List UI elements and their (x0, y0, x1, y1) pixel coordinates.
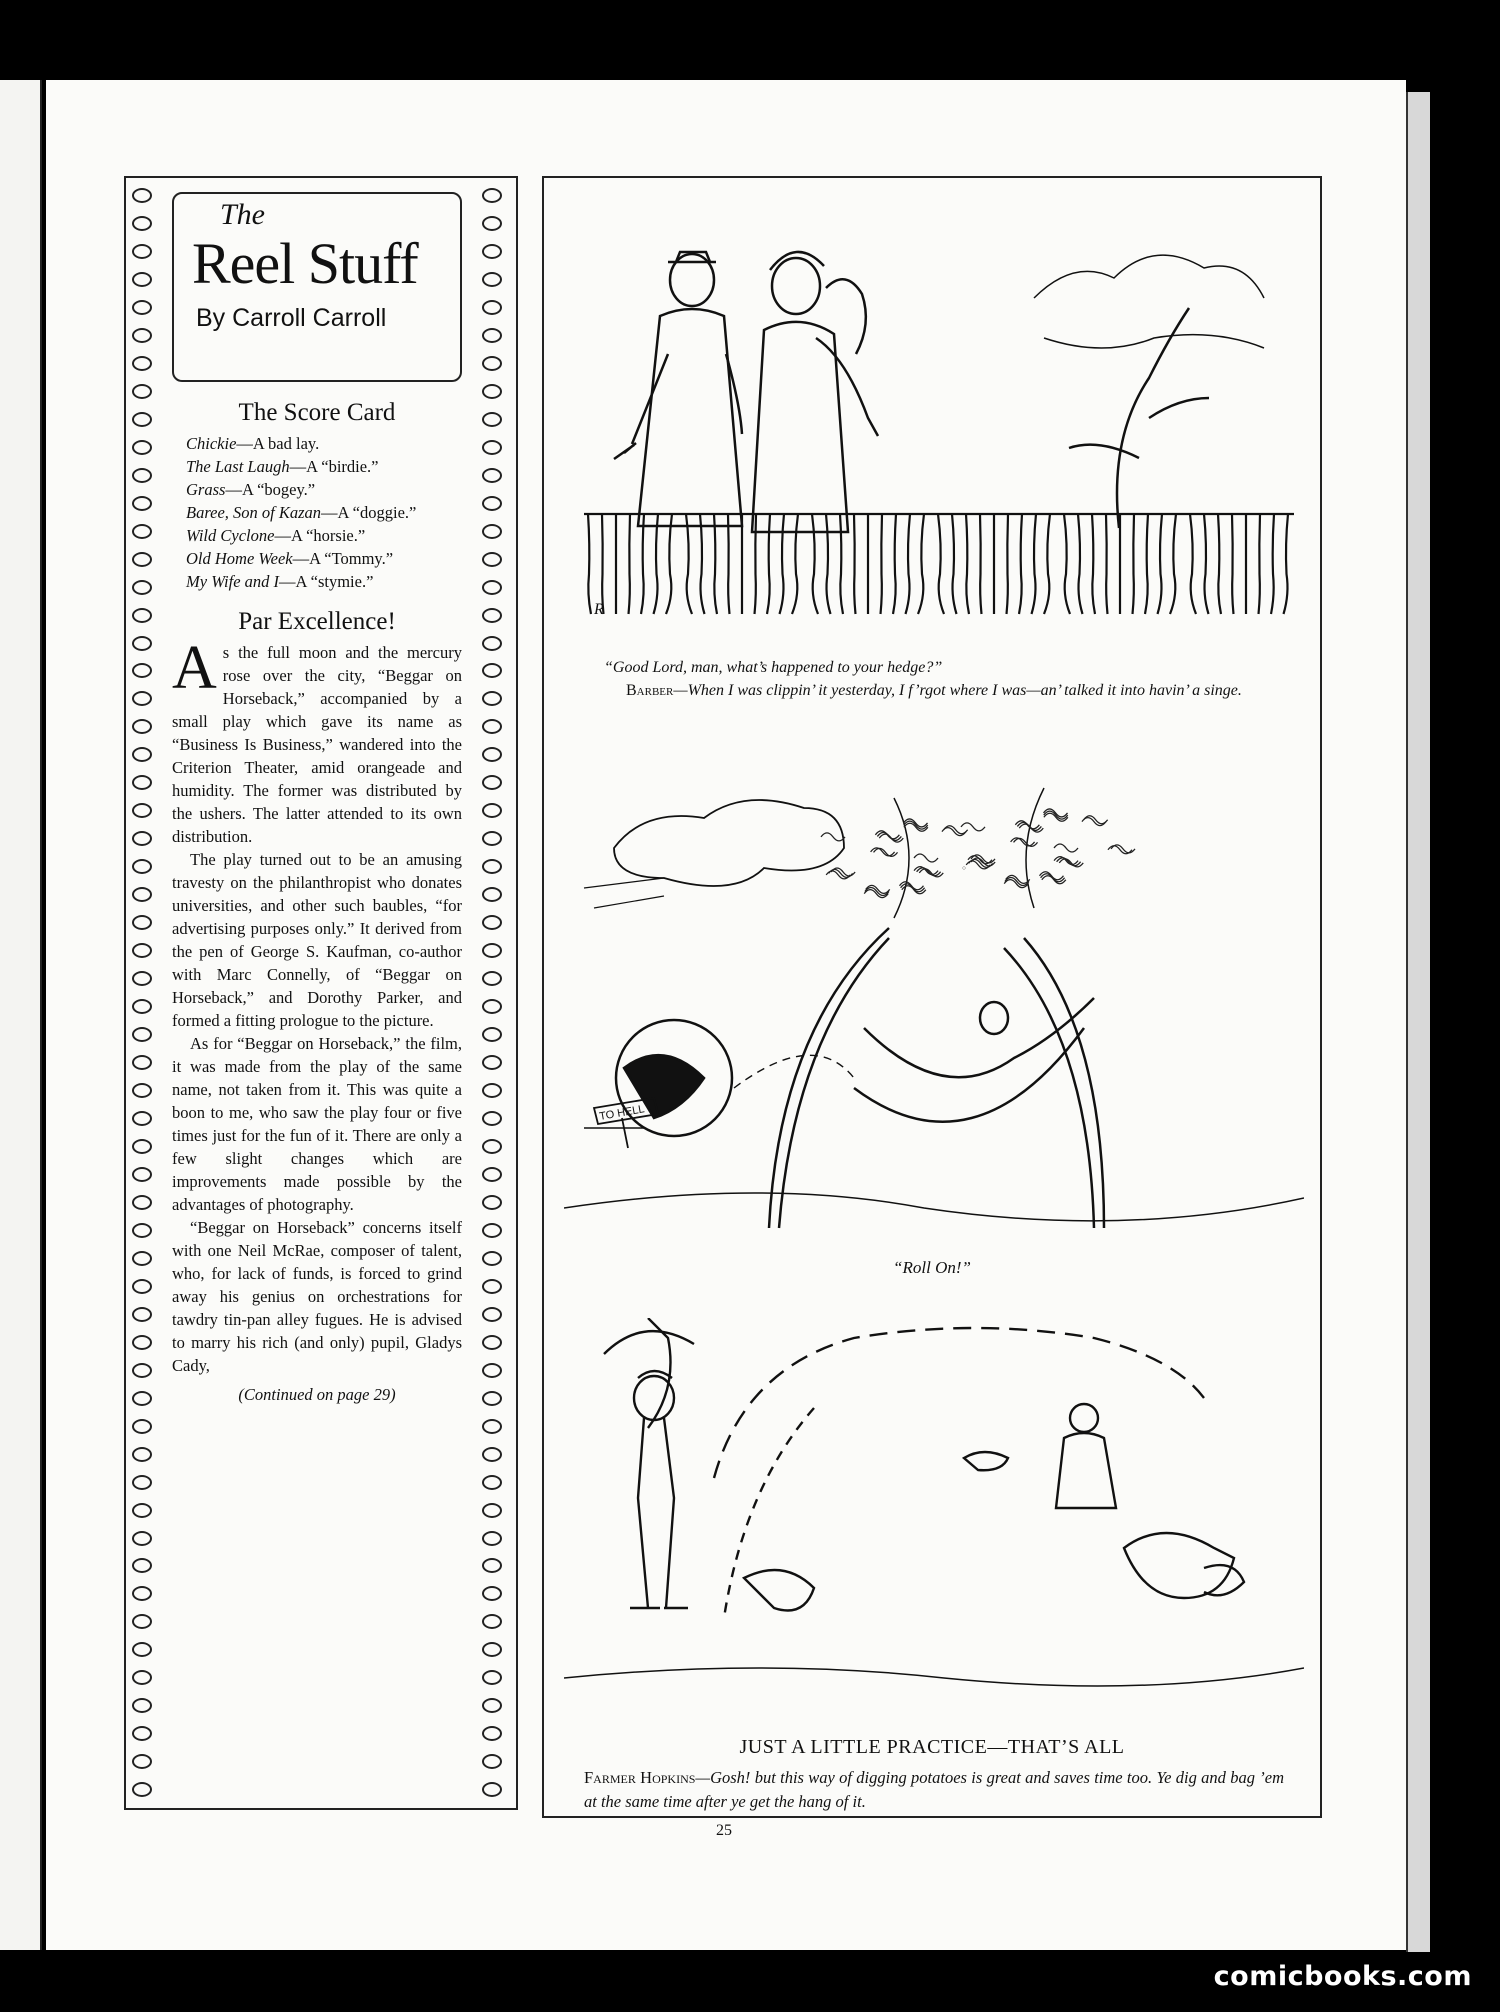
column-title: Reel Stuff (192, 231, 418, 296)
sprocket-hole (482, 272, 502, 287)
sprocket-hole (132, 356, 152, 371)
caption-speaker: Barber (626, 682, 674, 699)
score-item: My Wife and I—A “stymie.” (186, 572, 374, 591)
sprocket-hole (132, 384, 152, 399)
sprocket-hole (482, 552, 502, 567)
page-number: 25 (716, 1822, 732, 1839)
sprocket-hole (482, 1447, 502, 1462)
sprocket-hole (132, 216, 152, 231)
sprocket-hole (132, 859, 152, 874)
sprocket-hole (132, 915, 152, 930)
sprocket-hole (482, 971, 502, 986)
sprocket-hole (132, 747, 152, 762)
sprocket-hole (482, 1139, 502, 1154)
cartoon-panel (542, 176, 1322, 1818)
sprocket-hole (482, 1642, 502, 1657)
hedge-cartoon-caption: “Good Lord, man, what’s happened to your hedge?” Barber—When I was clippin’ it yesterday, I f’rgot where I was—an’ talked it into havin’ a singe. (604, 659, 1242, 699)
sprocket-hole (482, 747, 502, 762)
sprocket-hole (482, 803, 502, 818)
sprocket-hole (132, 1111, 152, 1126)
sprocket-hole (132, 1586, 152, 1601)
sprocket-hole (482, 328, 502, 343)
sprocket-hole (482, 300, 502, 315)
sprocket-hole (482, 663, 502, 678)
sprocket-hole (482, 1027, 502, 1042)
sprocket-hole (482, 524, 502, 539)
score-item: Baree, Son of Kazan—A “doggie.” (186, 503, 417, 522)
sprocket-hole (132, 1614, 152, 1629)
sprocket-hole (482, 608, 502, 623)
sprocket-hole (482, 1223, 502, 1238)
sprocket-hole (132, 1167, 152, 1182)
sprocket-hole (482, 1614, 502, 1629)
film-strip-left (132, 188, 160, 1798)
sprocket-hole (482, 1531, 502, 1546)
article-paragraph: As for “Beggar on Horseback,” the film, it was made from the play of the same name, not taken from it. This was quite a boon to me, who saw the play four or five times just for the fun of it. There are only a few slight changes which are improvements made possible by the advantages of photography. (172, 1034, 462, 1214)
sprocket-hole (482, 1391, 502, 1406)
sprocket-hole (482, 580, 502, 595)
sprocket-hole (132, 1279, 152, 1294)
continued-note: (Continued on page 29) (238, 1385, 396, 1404)
sprocket-hole (482, 691, 502, 706)
sprocket-hole (132, 1782, 152, 1797)
score-item: The Last Laugh—A “birdie.” (186, 457, 379, 476)
sprocket-hole (132, 691, 152, 706)
sprocket-hole (482, 775, 502, 790)
sprocket-hole (132, 1391, 152, 1406)
sprocket-hole (482, 1558, 502, 1573)
golf-practice-cartoon-illustration (564, 1318, 1304, 1708)
score-card-heading: The Score Card (238, 399, 396, 426)
sprocket-hole (482, 943, 502, 958)
sprocket-hole (482, 831, 502, 846)
sprocket-hole (132, 188, 152, 203)
sprocket-hole (132, 1251, 152, 1266)
sprocket-hole (482, 1419, 502, 1434)
sprocket-hole (132, 1419, 152, 1434)
sprocket-hole (482, 636, 502, 651)
sprocket-hole (482, 1586, 502, 1601)
title-the: The (220, 198, 265, 231)
sprocket-hole (132, 1055, 152, 1070)
sprocket-hole (482, 1251, 502, 1266)
sprocket-hole (132, 1503, 152, 1518)
sprocket-hole (482, 1335, 502, 1350)
sprocket-hole (132, 999, 152, 1014)
sprocket-hole (482, 496, 502, 511)
sprocket-hole (132, 663, 152, 678)
sprocket-hole (132, 272, 152, 287)
sprocket-hole (132, 412, 152, 427)
svg-text:R: R (594, 601, 604, 618)
byline: By Carroll Carroll (196, 304, 387, 332)
sprocket-hole (482, 1055, 502, 1070)
sprocket-hole (132, 1475, 152, 1490)
hedge-cartoon-illustration (564, 218, 1304, 638)
sprocket-hole (132, 440, 152, 455)
sprocket-hole (132, 719, 152, 734)
sprocket-hole (132, 887, 152, 902)
caption-speaker: Farmer Hopkins (584, 1768, 696, 1787)
sprocket-hole (482, 1363, 502, 1378)
sprocket-hole (132, 1558, 152, 1573)
sprocket-hole (132, 300, 152, 315)
sprocket-hole (482, 1754, 502, 1769)
sprocket-hole (132, 636, 152, 651)
sprocket-hole (132, 1698, 152, 1713)
page-edge-shadow (1406, 92, 1430, 1952)
sprocket-hole (132, 1642, 152, 1657)
article-paragraph: The play turned out to be an amusing travesty on the philanthropist who donates universities, and other such baubles, “for advertising purposes only.” It derived from the pen of George S. Kaufman, co-author with Marc Connelly, of “Beggar on Horseback,” and Dorothy Parker, and formed a fitting prologue to the picture. (172, 850, 462, 1030)
score-item: Grass—A “bogey.” (186, 480, 316, 499)
sprocket-hole (132, 580, 152, 595)
sprocket-hole (132, 831, 152, 846)
sprocket-hole (132, 468, 152, 483)
site-watermark: comicbooks.com (1213, 1961, 1472, 1992)
sprocket-hole (482, 999, 502, 1014)
sprocket-hole (132, 524, 152, 539)
score-card-list (172, 432, 462, 593)
sprocket-hole (132, 1335, 152, 1350)
roll-on-caption: “Roll On!” (893, 1258, 971, 1277)
reel-stuff-column (124, 176, 518, 1810)
article-paragraph: “Beggar on Horseback” concerns itself with one Neil McRae, composer of talent, who, for lack of funds, is forced to grind away his genius on orchestrations for tawdry tin-pan alley fugues. He is advised to marry his rich (and only) pupil, Gladys Cady, (172, 1218, 462, 1375)
sprocket-hole (132, 552, 152, 567)
sprocket-hole (482, 188, 502, 203)
sprocket-hole (482, 719, 502, 734)
sprocket-hole (132, 328, 152, 343)
sprocket-hole (482, 440, 502, 455)
sprocket-hole (132, 1027, 152, 1042)
sprocket-hole (132, 1083, 152, 1098)
sprocket-hole (132, 1363, 152, 1378)
practice-cartoon-caption: Farmer Hopkins—Gosh! but this way of digging potatoes is great and saves time too. Ye dig and bag ’em at the same time after ye get the hang of it. (584, 1768, 1284, 1811)
sprocket-hole (132, 1223, 152, 1238)
par-excellence-heading: Par Excellence! (238, 608, 396, 635)
sprocket-hole (482, 1475, 502, 1490)
sprocket-hole (482, 1195, 502, 1210)
sprocket-hole (132, 1531, 152, 1546)
sprocket-hole (132, 496, 152, 511)
sprocket-hole (482, 1503, 502, 1518)
sprocket-hole (482, 1307, 502, 1322)
sprocket-hole (132, 1447, 152, 1462)
sprocket-hole (482, 1698, 502, 1713)
sprocket-hole (482, 1782, 502, 1797)
column-body (172, 398, 462, 1406)
facing-page-edge (0, 80, 42, 1950)
sprocket-hole (482, 887, 502, 902)
sprocket-hole (132, 803, 152, 818)
sprocket-hole (482, 244, 502, 259)
article-paragraph: As the full moon and the mercury rose over the city, “Beggar on Horseback,” accompanied by a small play which gave its name as “Business Is Business,” wandered into the Criterion Theater, amid orangeade and humidity. The former was distributed by the ushers. The latter attended to its own distribution. (172, 634, 462, 846)
sprocket-hole (132, 1307, 152, 1322)
practice-cartoon-title: JUST A LITTLE PRACTICE—THAT’S ALL (739, 1736, 1125, 1758)
sprocket-hole (482, 1279, 502, 1294)
sprocket-hole (132, 1139, 152, 1154)
sprocket-hole (132, 1195, 152, 1210)
sprocket-hole (132, 1726, 152, 1741)
sprocket-hole (482, 468, 502, 483)
sprocket-hole (132, 971, 152, 986)
sprocket-hole (482, 384, 502, 399)
score-item: Chickie—A bad lay. (186, 434, 320, 453)
sprocket-hole (132, 244, 152, 259)
sprocket-hole (132, 608, 152, 623)
drop-cap: A (172, 634, 217, 702)
score-item: Old Home Week—A “Tommy.” (186, 549, 394, 568)
magazine-page (46, 80, 1406, 1950)
sprocket-hole (482, 1726, 502, 1741)
sprocket-hole (132, 1754, 152, 1769)
sprocket-hole (132, 775, 152, 790)
sprocket-hole (482, 356, 502, 371)
sprocket-hole (482, 859, 502, 874)
sprocket-hole (132, 1670, 152, 1685)
film-strip-right (482, 188, 510, 1798)
sprocket-hole (482, 216, 502, 231)
sprocket-hole (482, 1670, 502, 1685)
sprocket-hole (482, 1111, 502, 1126)
sprocket-hole (482, 412, 502, 427)
sprocket-hole (132, 943, 152, 958)
column-title-box (172, 192, 462, 382)
to-hell-sign: TO HELL (598, 1103, 646, 1123)
sprocket-hole (482, 915, 502, 930)
sprocket-hole (482, 1083, 502, 1098)
sprocket-hole (482, 1167, 502, 1182)
roll-on-cartoon-illustration (564, 768, 1304, 1248)
score-item: Wild Cyclone—A “horsie.” (186, 526, 366, 545)
